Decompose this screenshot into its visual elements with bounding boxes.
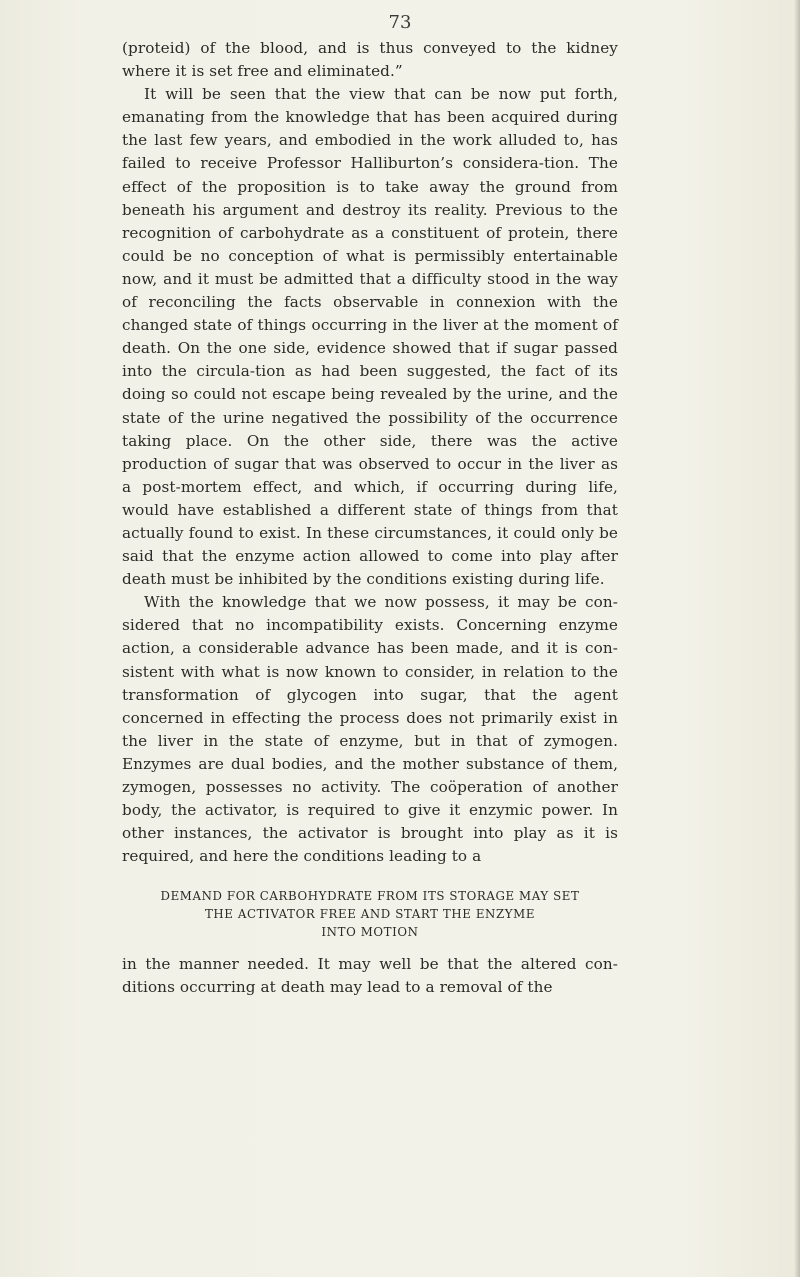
section-heading (122, 888, 618, 941)
page-number: 73 (388, 12, 412, 33)
section-heading-line-3: INTO MOTION (321, 924, 419, 939)
closing-paragraph: in the manner needed. It may well be that the altered con-ditions occurring at death may lead to a removal of the (122, 955, 618, 997)
paragraph-1: (proteid) of the blood, and is thus conveyed to the kidney where it is set free and eliminated.” (122, 39, 618, 81)
body-text (122, 37, 618, 999)
section-heading-line-1: DEMAND FOR CARBOHYDRATE FROM ITS STORAGE MAY SET (160, 889, 580, 904)
paragraph-2: It will be seen that the view that can be now put forth, emanating from the knowledge that has been acquired during the last few years, and embodied in the work alluded to, has failed to receive Professor Halliburton’s considera-tion. The effect of the proposition is to take away the ground from beneath his argument and destroy its reality. Previous to the recognition of carbohydrate as a constituent of protein, there could be no conception of what is permissibly entertainable now, and it must be admitted that a difficulty stood in the way of reconciling the facts observable in connexion with the changed state of things occurring in the liver at the moment of death. On the one side, evidence showed that if sugar passed into the circula-tion as had been suggested, the fact of its doing so could not escape being revealed by the urine, and the state of the urine negatived the possibility of the occurrence taking place. On the other side, there was the active production of sugar that was observed to occur in the liver as a post-mortem effect, and which, if occurring during life, would have established a different state of things from that actually found to exist. In these circumstances, it could only be said that the enzyme action allowed to come into play after death must be inhibited by the conditions existing during life. (122, 85, 618, 589)
section-heading-line-2: THE ACTIVATOR FREE AND START THE ENZYME (204, 906, 536, 921)
paragraph-3: With the knowledge that we now possess, it may be con-sidered that no incompatibility exists. Concerning enzyme action, a considerable advance has been made, and it is con-sistent with what is now known to consider, in relation to the transformation of glycogen into sugar, that the agent concerned in effecting the process does not primarily exist in the liver in the state of enzyme, but in that of zymogen. Enzymes are dual bodies, and the mother substance of them, zymogen, possesses no activity. The coöperation of another body, the activator, is required to give it enzymic power. In other instances, the activator is brought into play as it is required, and here the conditions leading to a (122, 593, 618, 866)
page-edge-shadow (794, 0, 800, 1277)
